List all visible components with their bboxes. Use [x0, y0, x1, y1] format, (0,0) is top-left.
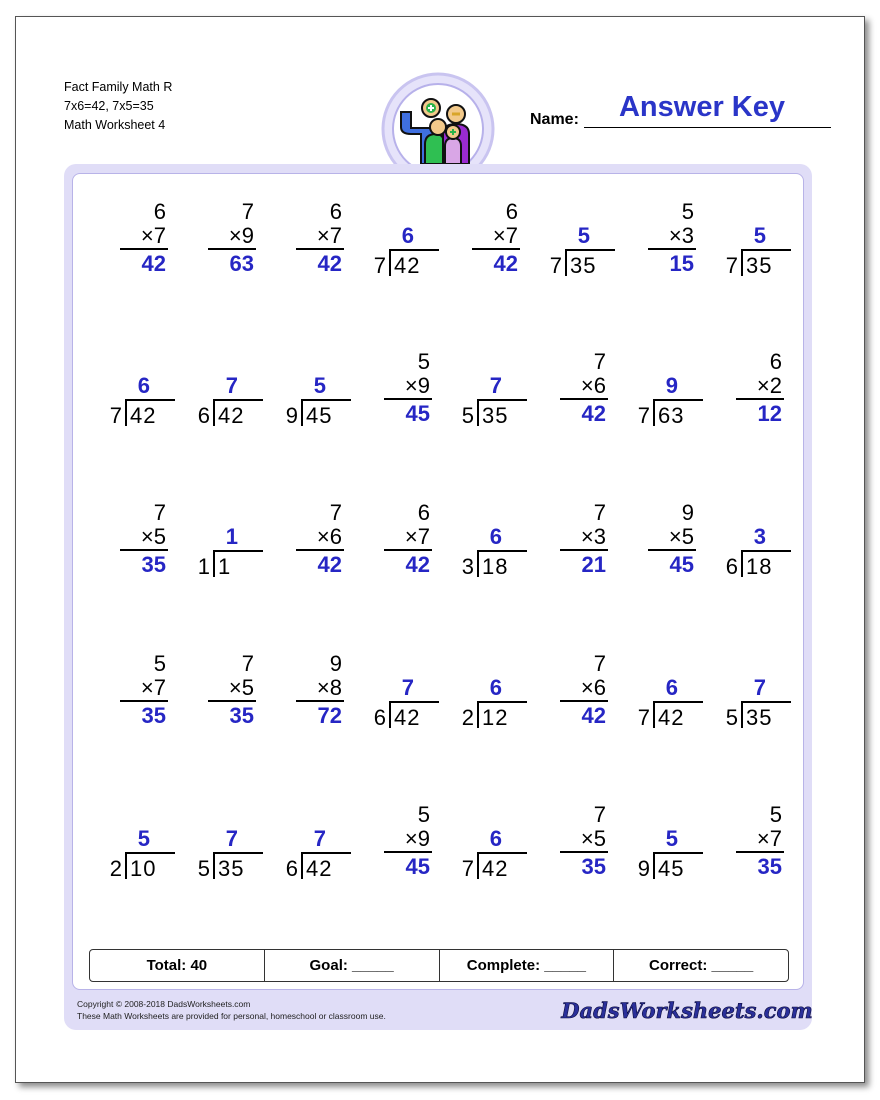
- division-problem: [92, 340, 180, 460]
- product-answer: 15: [669, 251, 694, 276]
- multiplier: ×7: [404, 524, 430, 549]
- worksheet-title: Fact Family Math R: [64, 80, 173, 94]
- multiplier: ×3: [580, 524, 606, 549]
- answer-line: [736, 851, 784, 853]
- quotient-answer: 6: [137, 373, 150, 398]
- division-problem: [268, 793, 356, 913]
- dividend: 42: [218, 403, 245, 428]
- dividend: 42: [658, 705, 685, 730]
- dividend: 35: [746, 253, 773, 278]
- multiplier: ×5: [668, 524, 694, 549]
- product-answer: 45: [405, 401, 430, 426]
- division-bar: [653, 399, 703, 401]
- quotient-answer: 6: [489, 826, 502, 851]
- problem-row: [74, 340, 802, 460]
- quotient-answer: 7: [489, 373, 502, 398]
- multiplicand: 7: [329, 500, 342, 525]
- multiplication-problem: [532, 642, 620, 762]
- divisor: 2: [109, 856, 122, 881]
- answer-line: [736, 398, 784, 400]
- division-bar: [565, 249, 615, 251]
- product-answer: 42: [581, 401, 606, 426]
- division-problem: [180, 340, 268, 460]
- multiplicand: 5: [681, 199, 694, 224]
- quotient-answer: 6: [401, 223, 414, 248]
- multiplicand: 6: [329, 199, 342, 224]
- divisor: 6: [373, 705, 386, 730]
- divisor: 3: [461, 554, 474, 579]
- division-bracket: [125, 400, 127, 426]
- division-problem: [268, 340, 356, 460]
- divisor: 9: [285, 403, 298, 428]
- multiplication-problem: [708, 340, 796, 460]
- multiplicand: 9: [681, 500, 694, 525]
- multiplier: ×6: [316, 524, 342, 549]
- division-bracket: [301, 400, 303, 426]
- multiplicand: 7: [241, 199, 254, 224]
- division-bar: [741, 249, 791, 251]
- multiplicand: 6: [153, 199, 166, 224]
- dividend: 42: [394, 253, 421, 278]
- copyright-notice: [77, 998, 386, 1022]
- division-bar: [213, 852, 263, 854]
- multiplication-problem: [444, 190, 532, 310]
- multiplicand: 7: [593, 349, 606, 374]
- multiplier: ×2: [756, 373, 782, 398]
- divisor: 5: [197, 856, 210, 881]
- multiplier: ×8: [316, 675, 342, 700]
- multiplier: ×9: [404, 373, 430, 398]
- dividend: 35: [570, 253, 597, 278]
- division-bar: [125, 399, 175, 401]
- division-bracket: [565, 250, 567, 276]
- division-bar: [301, 852, 351, 854]
- multiplicand: 6: [417, 500, 430, 525]
- multiplication-problem: [268, 491, 356, 611]
- division-bracket: [213, 400, 215, 426]
- dividend: 18: [482, 554, 509, 579]
- multiplicand: 9: [329, 651, 342, 676]
- multiplication-problem: [708, 793, 796, 913]
- division-problem: [444, 793, 532, 913]
- answer-key-text: Answer Key: [618, 91, 785, 123]
- multiplier: ×5: [580, 826, 606, 851]
- quotient-answer: 7: [225, 373, 238, 398]
- multiplicand: 5: [769, 802, 782, 827]
- quotient-answer: 7: [753, 675, 766, 700]
- correct-cell: Correct: _____: [649, 957, 754, 974]
- division-bar: [389, 701, 439, 703]
- multiplication-problem: [92, 642, 180, 762]
- multiplicand: 6: [769, 349, 782, 374]
- usage-text: These Math Worksheets are provided for personal, homeschool or classroom use.: [77, 1011, 386, 1021]
- division-bracket: [477, 400, 479, 426]
- division-bracket: [213, 551, 215, 577]
- division-problem: [620, 642, 708, 762]
- multiplier: ×7: [316, 223, 342, 248]
- division-bracket: [389, 250, 391, 276]
- multiplicand: 7: [241, 651, 254, 676]
- division-problem: [356, 190, 444, 310]
- division-problem: [708, 491, 796, 611]
- answer-line: [296, 700, 344, 702]
- total-cell: Total: 40: [90, 950, 265, 981]
- division-bar: [477, 852, 527, 854]
- product-answer: 45: [405, 854, 430, 879]
- dividend: 18: [746, 554, 773, 579]
- multiplier: ×6: [580, 373, 606, 398]
- multiplication-problem: [620, 491, 708, 611]
- answer-line: [648, 549, 696, 551]
- divisor: 7: [637, 403, 650, 428]
- division-bar: [741, 550, 791, 552]
- product-answer: 35: [757, 854, 782, 879]
- product-answer: 35: [141, 552, 166, 577]
- divisor: 7: [461, 856, 474, 881]
- copyright-text: Copyright © 2008-2018 DadsWorksheets.com: [77, 999, 251, 1009]
- quotient-answer: 9: [665, 373, 678, 398]
- multiplication-problem: [92, 491, 180, 611]
- division-bracket: [741, 702, 743, 728]
- division-bracket: [301, 853, 303, 879]
- product-answer: 42: [581, 703, 606, 728]
- dividend: 12: [482, 705, 509, 730]
- multiplication-problem: [532, 340, 620, 460]
- divisor: 5: [725, 705, 738, 730]
- name-label: Name:: [530, 111, 579, 128]
- division-bracket: [653, 400, 655, 426]
- worksheet-number: Math Worksheet 4: [64, 118, 166, 132]
- quotient-answer: 5: [665, 826, 678, 851]
- division-bracket: [653, 702, 655, 728]
- answer-line: [560, 700, 608, 702]
- answer-line: [296, 549, 344, 551]
- multiplier: ×9: [228, 223, 254, 248]
- multiplicand: 7: [593, 651, 606, 676]
- multiplication-problem: [92, 190, 180, 310]
- division-bar: [741, 701, 791, 703]
- worksheet-subtitle: 7x6=42, 7x5=35: [64, 99, 154, 113]
- multiplication-problem: [532, 491, 620, 611]
- answer-line: [384, 851, 432, 853]
- answer-line: [120, 700, 168, 702]
- division-problem: [92, 793, 180, 913]
- multiplicand: 7: [153, 500, 166, 525]
- dadsworksheets-logo-icon: [561, 993, 813, 1027]
- multiplier: ×7: [756, 826, 782, 851]
- product-answer: 35: [229, 703, 254, 728]
- multiplier: ×6: [580, 675, 606, 700]
- svg-text:DadsWorksheets.com: DadsWorksheets.com: [561, 998, 813, 1023]
- divisor: 6: [285, 856, 298, 881]
- division-bracket: [389, 702, 391, 728]
- multiplier: ×7: [140, 675, 166, 700]
- product-answer: 45: [669, 552, 694, 577]
- multiplication-problem: [180, 642, 268, 762]
- dividend: 42: [130, 403, 157, 428]
- worksheet-info: [64, 78, 172, 135]
- division-bracket: [653, 853, 655, 879]
- answer-line: [208, 700, 256, 702]
- answer-line: [648, 248, 696, 250]
- divisor: 7: [373, 253, 386, 278]
- division-bar: [477, 701, 527, 703]
- product-answer: 42: [317, 251, 342, 276]
- division-problem: [444, 491, 532, 611]
- multiplication-problem: [532, 793, 620, 913]
- division-bar: [213, 550, 263, 552]
- multiplicand: 7: [593, 500, 606, 525]
- multiplication-problem: [356, 793, 444, 913]
- multiplication-problem: [356, 340, 444, 460]
- division-bar: [213, 399, 263, 401]
- divisor: 9: [637, 856, 650, 881]
- answer-line: [384, 549, 432, 551]
- name-line: [584, 127, 831, 128]
- divisor: 7: [109, 403, 122, 428]
- product-answer: 35: [581, 854, 606, 879]
- division-bar: [653, 701, 703, 703]
- problem-row: [74, 491, 802, 611]
- quotient-answer: 7: [225, 826, 238, 851]
- quotient-answer: 7: [313, 826, 326, 851]
- division-bracket: [477, 853, 479, 879]
- divisor: 2: [461, 705, 474, 730]
- product-answer: 42: [317, 552, 342, 577]
- division-problem: [708, 642, 796, 762]
- quotient-answer: 6: [489, 675, 502, 700]
- divisor: 6: [725, 554, 738, 579]
- answer-line: [120, 549, 168, 551]
- division-bar: [125, 852, 175, 854]
- dividend: 35: [482, 403, 509, 428]
- dividend: 10: [130, 856, 157, 881]
- divisor: 6: [197, 403, 210, 428]
- multiplicand: 5: [417, 802, 430, 827]
- quotient-answer: 7: [401, 675, 414, 700]
- answer-line: [472, 248, 520, 250]
- problem-row: [74, 793, 802, 913]
- quotient-answer: 5: [313, 373, 326, 398]
- multiplication-problem: [268, 642, 356, 762]
- dividend: 63: [658, 403, 685, 428]
- division-bar: [389, 249, 439, 251]
- complete-cell: Complete: _____: [440, 950, 615, 981]
- divisor: 5: [461, 403, 474, 428]
- division-bracket: [477, 702, 479, 728]
- product-answer: 72: [317, 703, 342, 728]
- division-problem: [444, 340, 532, 460]
- dividend: 1: [218, 554, 232, 579]
- dividend: 35: [218, 856, 245, 881]
- divisor: 1: [197, 554, 210, 579]
- product-answer: 63: [229, 251, 254, 276]
- product-answer: 12: [757, 401, 782, 426]
- divisor: 7: [637, 705, 650, 730]
- dividend: 35: [746, 705, 773, 730]
- division-bracket: [477, 551, 479, 577]
- multiplier: ×7: [492, 223, 518, 248]
- multiplier: ×5: [140, 524, 166, 549]
- multiplier: ×9: [404, 826, 430, 851]
- dividend: 42: [482, 856, 509, 881]
- answer-line: [560, 851, 608, 853]
- quotient-answer: 3: [753, 524, 766, 549]
- product-answer: 42: [493, 251, 518, 276]
- quotient-answer: 6: [489, 524, 502, 549]
- multiplier: ×7: [140, 223, 166, 248]
- goal-cell: Goal: _____: [265, 950, 440, 981]
- division-bar: [653, 852, 703, 854]
- answer-line: [560, 398, 608, 400]
- division-problem: [708, 190, 796, 310]
- dividend: 45: [658, 856, 685, 881]
- multiplicand: 6: [505, 199, 518, 224]
- problem-row: [74, 642, 802, 762]
- answer-line: [384, 398, 432, 400]
- division-problem: [620, 793, 708, 913]
- multiplicand: 5: [153, 651, 166, 676]
- dividend: 42: [394, 705, 421, 730]
- division-bracket: [741, 250, 743, 276]
- divisor: 7: [725, 253, 738, 278]
- division-problem: [532, 190, 620, 310]
- answer-line: [120, 248, 168, 250]
- division-problem: [444, 642, 532, 762]
- division-bar: [477, 399, 527, 401]
- quotient-answer: 1: [225, 524, 238, 549]
- division-bracket: [213, 853, 215, 879]
- quotient-answer: 6: [665, 675, 678, 700]
- multiplier: ×5: [228, 675, 254, 700]
- quotient-answer: 5: [753, 223, 766, 248]
- multiplication-problem: [268, 190, 356, 310]
- product-answer: 42: [405, 552, 430, 577]
- dividend: 42: [306, 856, 333, 881]
- division-problem: [180, 491, 268, 611]
- answer-line: [296, 248, 344, 250]
- dividend: 45: [306, 403, 333, 428]
- quotient-answer: 5: [137, 826, 150, 851]
- division-bar: [301, 399, 351, 401]
- division-problem: [356, 642, 444, 762]
- product-answer: 42: [141, 251, 166, 276]
- multiplication-problem: [180, 190, 268, 310]
- answer-line: [560, 549, 608, 551]
- multiplicand: 7: [593, 802, 606, 827]
- division-bracket: [125, 853, 127, 879]
- division-bar: [477, 550, 527, 552]
- division-problem: [620, 340, 708, 460]
- division-problem: [180, 793, 268, 913]
- divisor: 7: [549, 253, 562, 278]
- product-answer: 21: [581, 552, 606, 577]
- multiplicand: 5: [417, 349, 430, 374]
- problem-row: [74, 190, 802, 310]
- answer-line: [208, 248, 256, 250]
- multiplication-problem: [356, 491, 444, 611]
- multiplication-problem: [620, 190, 708, 310]
- multiplier: ×3: [668, 223, 694, 248]
- score-bar: [89, 949, 789, 982]
- quotient-answer: 5: [577, 223, 590, 248]
- product-answer: 35: [141, 703, 166, 728]
- division-bracket: [741, 551, 743, 577]
